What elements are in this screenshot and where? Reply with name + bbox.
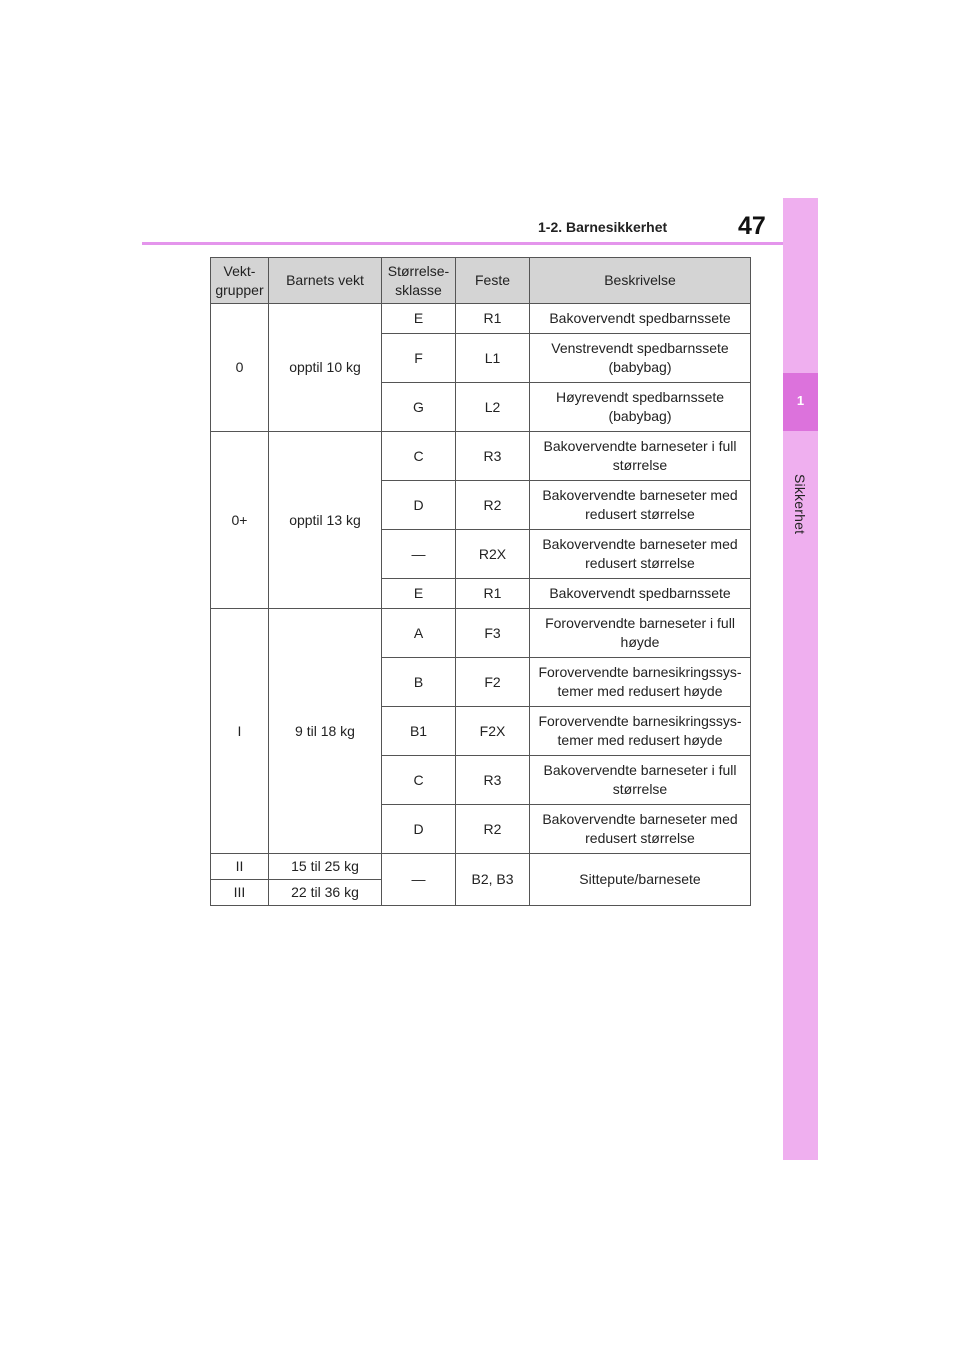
fixture-cell: R3	[456, 756, 530, 805]
size-class-cell: F	[382, 334, 456, 383]
description-cell: Forovervendte barnesikringssys-temer med redusert høyde	[530, 658, 751, 707]
table-row	[211, 304, 751, 334]
section-title: 1-2. Barnesikkerhet	[538, 219, 668, 235]
weight-group-cell: 0	[211, 304, 269, 432]
child-weight-cell: opptil 10 kg	[269, 304, 382, 432]
size-class-cell: E	[382, 304, 456, 334]
weight-group-cell: III	[211, 880, 269, 906]
size-class-cell: A	[382, 609, 456, 658]
fixture-cell: B2, B3	[456, 854, 530, 906]
page-number: 47	[738, 212, 766, 240]
table-row	[211, 432, 751, 481]
fixture-cell: R2	[456, 805, 530, 854]
size-class-cell: —	[382, 854, 456, 906]
child-weight-cell: opptil 13 kg	[269, 432, 382, 609]
size-class-cell: C	[382, 432, 456, 481]
description-cell: Venstrevendt spedbarnssete (babybag)	[530, 334, 751, 383]
chapter-side-tab	[783, 198, 818, 1160]
fixture-cell: F3	[456, 609, 530, 658]
fixture-cell: R1	[456, 579, 530, 609]
fixture-cell: L2	[456, 383, 530, 432]
header-size-class: Størrelse- sklasse	[382, 258, 456, 304]
fixture-cell: F2	[456, 658, 530, 707]
child-seat-size-table	[210, 257, 751, 906]
child-weight-cell: 22 til 36 kg	[269, 880, 382, 906]
chapter-label: Sikkerhet	[792, 474, 808, 535]
table-header-row	[211, 258, 751, 304]
header-fixture: Feste	[456, 258, 530, 304]
fixture-cell: R2X	[456, 530, 530, 579]
description-cell: Bakovervendte barneseter med redusert størrelse	[530, 530, 751, 579]
description-cell: Bakovervendte barneseter med redusert størrelse	[530, 805, 751, 854]
weight-group-cell: II	[211, 854, 269, 880]
description-cell: Høyrevendt spedbarnssete (babybag)	[530, 383, 751, 432]
table-row	[211, 609, 751, 658]
size-class-cell: D	[382, 805, 456, 854]
description-cell: Bakovervendte barneseter i full størrelse	[530, 756, 751, 805]
size-class-cell: B	[382, 658, 456, 707]
description-cell: Forovervendte barneseter i full høyde	[530, 609, 751, 658]
size-class-cell: E	[382, 579, 456, 609]
size-class-cell: C	[382, 756, 456, 805]
child-weight-cell: 15 til 25 kg	[269, 854, 382, 880]
header-rule	[142, 242, 783, 245]
description-cell: Sittepute/barnesete	[530, 854, 751, 906]
weight-group-cell: I	[211, 609, 269, 854]
chapter-number: 1	[796, 393, 805, 408]
fixture-cell: R2	[456, 481, 530, 530]
size-class-cell: D	[382, 481, 456, 530]
fixture-cell: F2X	[456, 707, 530, 756]
header-child-weight: Barnets vekt	[269, 258, 382, 304]
header-weight-group: Vekt- grupper	[211, 258, 269, 304]
child-weight-cell: 9 til 18 kg	[269, 609, 382, 854]
header-description: Beskrivelse	[530, 258, 751, 304]
fixture-cell: R3	[456, 432, 530, 481]
fixture-cell: R1	[456, 304, 530, 334]
description-cell: Bakovervendte barneseter i full størrelse	[530, 432, 751, 481]
size-class-cell: G	[382, 383, 456, 432]
description-cell: Forovervendte barnesikringssys-temer med redusert høyde	[530, 707, 751, 756]
weight-group-cell: 0+	[211, 432, 269, 609]
fixture-cell: L1	[456, 334, 530, 383]
description-cell: Bakovervendt spedbarnssete	[530, 579, 751, 609]
size-class-cell: B1	[382, 707, 456, 756]
description-cell: Bakovervendte barneseter med redusert størrelse	[530, 481, 751, 530]
size-class-cell: —	[382, 530, 456, 579]
description-cell: Bakovervendt spedbarnssete	[530, 304, 751, 334]
table-row	[211, 854, 751, 880]
